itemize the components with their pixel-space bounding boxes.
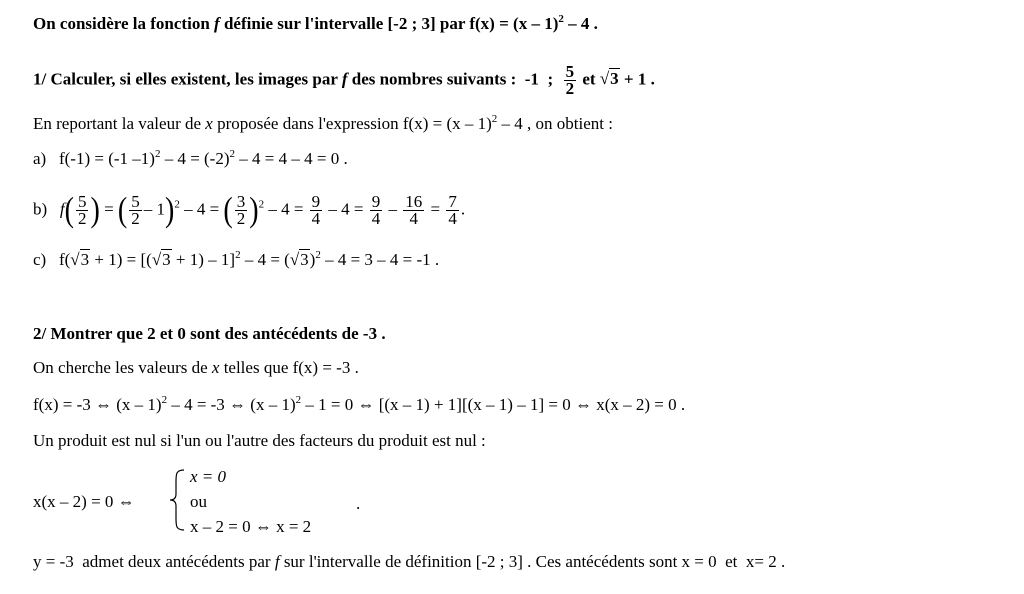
problem-statement: On considère la fonction f définie sur l'intervalle [-2 ; 3] par f(x) = (x – 1)$^2$ – 4 .: [33, 13, 598, 33]
function-symbol: f: [214, 14, 220, 33]
system-lhs: x(x – 2) = 0 ⇔: [33, 492, 135, 511]
answer-a: a) f(-1) = (-1 $-1)^2 - 4 = (-2)^2 - 4 = 4 - 4 = 0$ .: [33, 148, 348, 168]
fraction-five-halves: $\frac{5}{2}$: [565, 62, 575, 98]
answer-c: c) $f(√3 + 1) = [(√3 + 1) - 1]^2 - 4 = (√3)^2 - 4 = 3 - 4 = -1$ .: [33, 249, 440, 269]
system-row-3: x – 2 = 0 ⇔ x = 2: [190, 517, 312, 536]
answer-b: b) f( $\frac{5}{2}$ ) = ( $\frac{5}{2}$ – 1)$^2$ – 4 = ( $\frac{3}{2}$ )$^2$ – 4 = $\frac{9}{4}$ – 4 = $\frac{9}{4}$ – $\frac{16}{4}$ = $\frac{7}{4}$ .: [33, 190, 466, 230]
left-brace-icon: [168, 468, 186, 532]
conclusion: y = -3 admet deux antécédents par f sur l'intervalle de définition [-2 ; 3] . Ces antécédents sont x = 0 et x= 2 .: [33, 552, 786, 571]
system-row-1: x = 0: [190, 467, 227, 486]
function-expression: f(x) = (x – 1)$^2$ – 4 .: [469, 13, 598, 33]
search-line: On cherche les valeurs de x telles que f(x) = -3 .: [33, 358, 359, 377]
square-root: √3: [599, 69, 619, 89]
equivalence-chain: f(x) = -3 ⇔ (x – 1)$^2$ – 4 = -3 ⇔ (x – 1)$^2$ – 1 = 0 ⇔ [(x – 1) + 1][(x – 1) – 1] = 0 ⇔ x(x – 2) = 0 .: [33, 394, 686, 414]
system-end: .: [356, 494, 361, 513]
system-row-2: ou: [190, 492, 207, 511]
question-1: 1/ Calculer, si elles existent, les images par f des nombres suivants : -1 ; $\frac{5}{2}$ et √3 + 1 .: [33, 62, 655, 98]
system-rows: [190, 464, 311, 539]
intro-line: En reportant la valeur de x proposée dans l'expression f(x) = (x – 1)$^2$ – 4 , on obtient :: [33, 113, 613, 133]
product-rule: Un produit est nul si l'un ou l'autre des facteurs du produit est nul :: [33, 431, 486, 450]
question-2: 2/ Montrer que 2 et 0 sont des antécédents de -3 .: [33, 324, 386, 343]
